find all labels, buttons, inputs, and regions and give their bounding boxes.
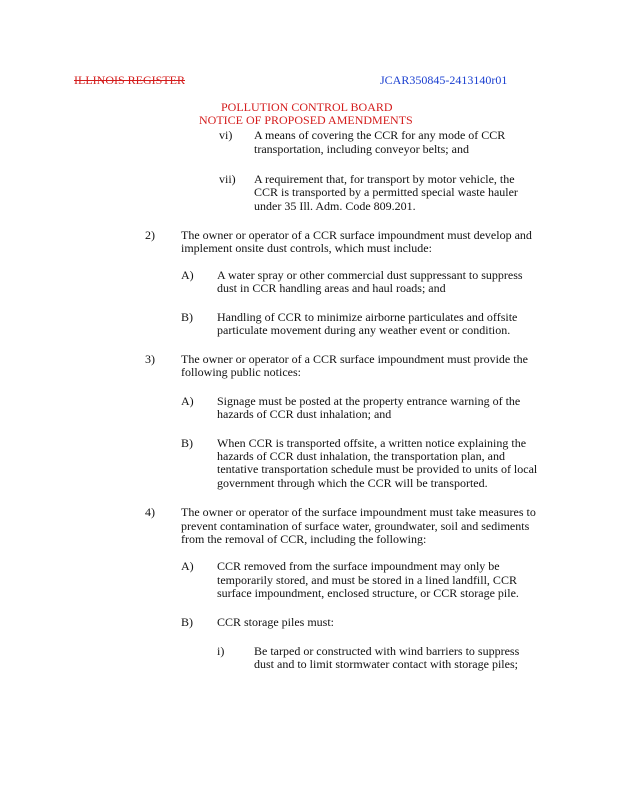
item-2b-marker: B) <box>181 310 193 324</box>
item-3b-marker: B) <box>181 436 193 450</box>
item-2-line: The owner or operator of a CCR surface impoundment must develop and <box>181 228 532 242</box>
item-2b-line: particulate movement during any weather event or condition. <box>217 323 511 337</box>
item-4b-i-line: dust and to limit stormwater contact with storage piles; <box>254 657 518 671</box>
item-2a-line: dust in CCR handling areas and haul roads; and <box>217 281 446 295</box>
item-2-marker: 2) <box>145 228 155 242</box>
item-3a-line: hazards of CCR dust inhalation; and <box>217 407 392 421</box>
item-3-marker: 3) <box>145 352 155 366</box>
item-vii-marker: vii) <box>219 172 236 186</box>
item-4-line: prevent contamination of surface water, groundwater, soil and sediments <box>181 519 530 533</box>
item-vii-line: under 35 Ill. Adm. Code 809.201. <box>254 199 416 213</box>
item-vii-line: CCR is transported by a permitted special waste hauler <box>254 185 518 199</box>
register-title: ILLINOIS REGISTER <box>74 73 185 87</box>
item-3-line: following public notices: <box>181 365 301 379</box>
item-3b-line: hazards of CCR dust inhalation, the transportation plan, and <box>217 449 505 463</box>
item-4b-i-marker: i) <box>217 644 225 658</box>
board-name: POLLUTION CONTROL BOARD <box>221 100 393 114</box>
item-4b-i-line: Be tarped or constructed with wind barriers to suppress <box>254 644 520 658</box>
item-4-line: from the removal of CCR, including the following: <box>181 532 427 546</box>
item-4a-marker: A) <box>181 559 194 573</box>
item-4-line: The owner or operator of the surface impoundment must take measures to <box>181 505 536 519</box>
item-2-line: implement onsite dust controls, which must include: <box>181 241 432 255</box>
item-3a-marker: A) <box>181 394 194 408</box>
item-4b-line: CCR storage piles must: <box>217 615 334 629</box>
item-3b-line: tentative transportation schedule must be provided to units of local <box>217 462 538 476</box>
item-2b-line: Handling of CCR to minimize airborne particulates and offsite <box>217 310 518 324</box>
item-4a-line: temporarily stored, and must be stored in a lined landfill, CCR <box>217 573 517 587</box>
item-3b-line: government through which the CCR will be transported. <box>217 476 488 490</box>
item-vi-line: transportation, including conveyor belts; and <box>254 142 469 156</box>
item-2a-line: A water spray or other commercial dust suppressant to suppress <box>217 268 523 282</box>
item-4-marker: 4) <box>145 505 155 519</box>
item-4a-line: surface impoundment, enclosed structure, or CCR storage pile. <box>217 586 519 600</box>
item-4b-marker: B) <box>181 615 193 629</box>
item-vii-line: A requirement that, for transport by motor vehicle, the <box>254 172 515 186</box>
item-vi-marker: vi) <box>219 128 233 142</box>
document-id: JCAR350845-2413140r01 <box>380 73 508 87</box>
notice-title: NOTICE OF PROPOSED AMENDMENTS <box>199 113 413 127</box>
item-3b-line: When CCR is transported offsite, a written notice explaining the <box>217 436 527 450</box>
item-vi-line: A means of covering the CCR for any mode of CCR <box>254 128 506 142</box>
item-2a-marker: A) <box>181 268 194 282</box>
item-4a-line: CCR removed from the surface impoundment may only be <box>217 559 500 573</box>
item-3a-line: Signage must be posted at the property entrance warning of the <box>217 394 521 408</box>
item-3-line: The owner or operator of a CCR surface impoundment must provide the <box>181 352 528 366</box>
